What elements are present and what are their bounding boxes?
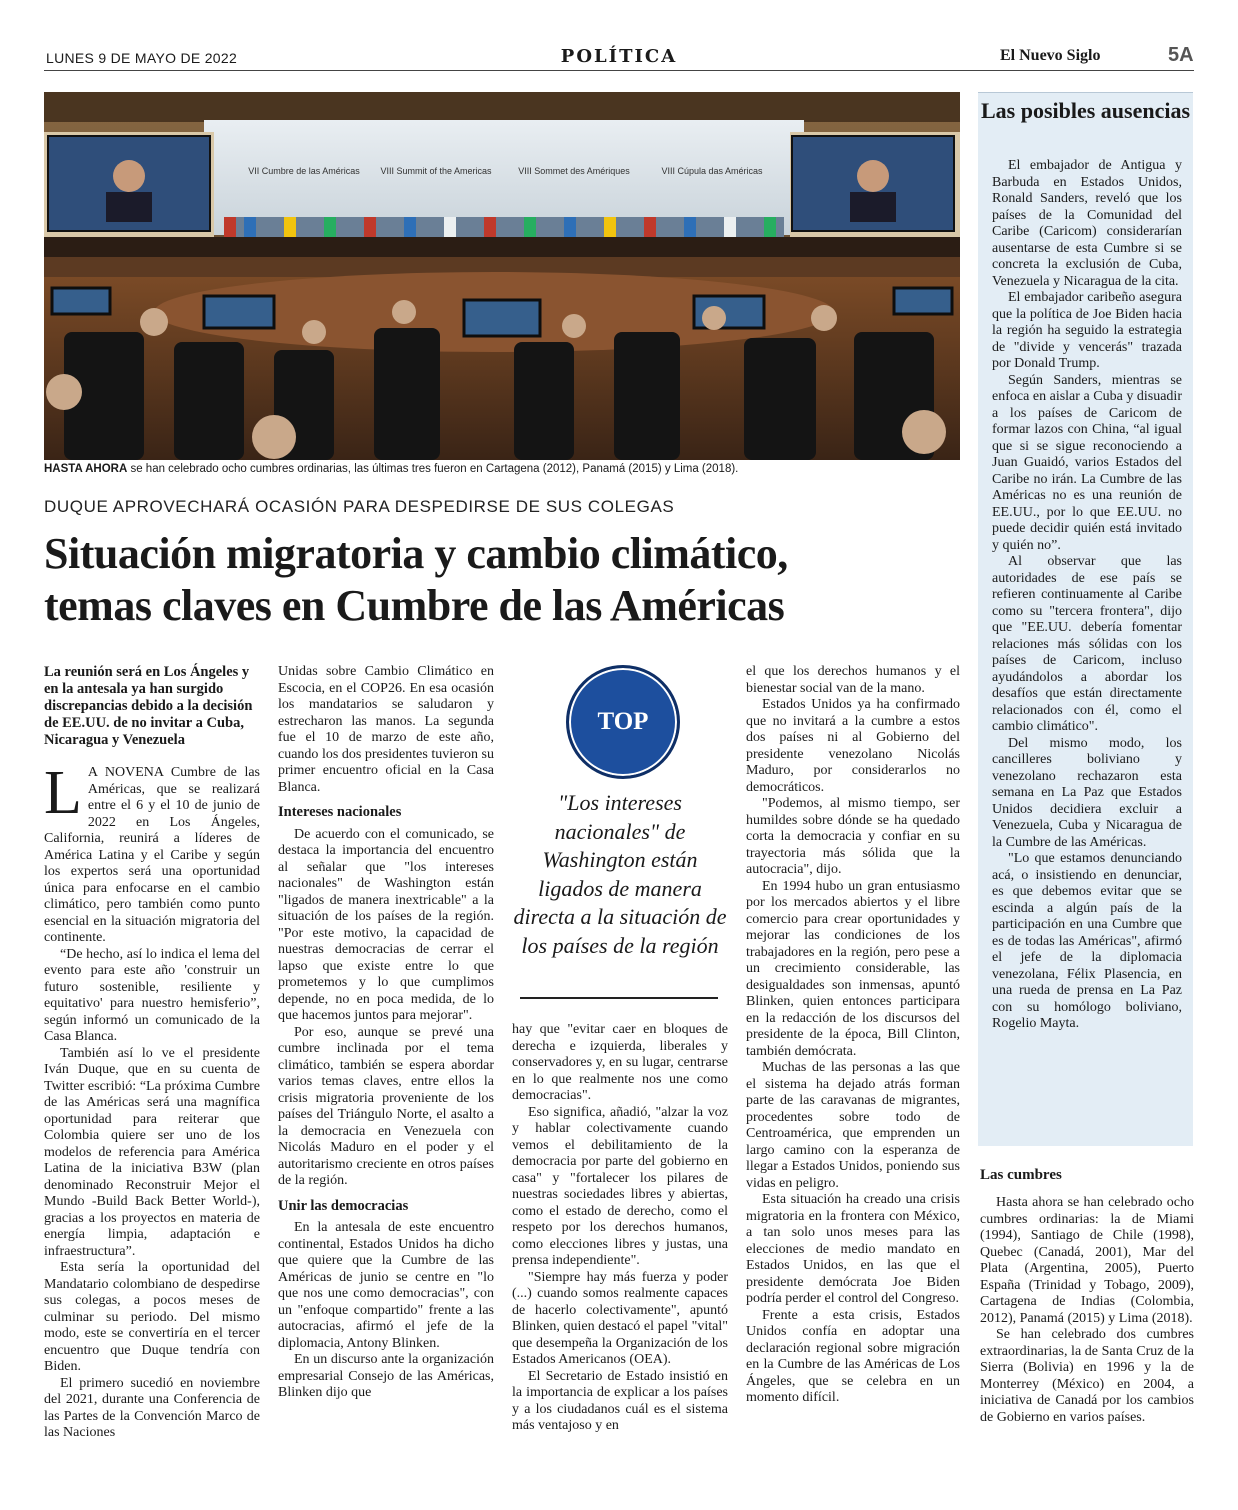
pull-quote: "Los intereses nacionales" de Washington están ligados de manera directa a la situación de los países de la región — [513, 790, 727, 958]
cumbres-body — [980, 1195, 1194, 1426]
body-paragraph: Por eso, aunque se prevé una cumbre inclinada por el tema climático, también se espera abordar varios temas claves, entre ellos la crisis migratoria proveniente de los países del Triángulo Norte, el asalto a la democracia en Venezuela con Nicolás Maduro en el poder y el autoritarismo creciente en otros países de la región. — [278, 1024, 494, 1188]
section-title: POLÍTICA — [560, 46, 678, 67]
summit-photo — [44, 92, 960, 460]
cumbres-paragraph: Hasta ahora se han celebrado ocho cumbres ordinarias: la de Miami (1994), Santiago de Chile (1998), Quebec (Canadá, 2001), Mar del Plata (Argentina, 2005), Puerto España (Trinidad y Tobago, 2009), Cartagena de Indias (Colombia, 2012), Panamá (2015) y Lima (2018). — [980, 1195, 1194, 1326]
body-paragraph: Eso significa, añadió, "alzar la voz y hablar colectivamente cuando vemos el debilitamiento de la democracia por parte del gobierno en casa" y "fortalecer los pilares de nuestras sociedades libres y abiertas, como el estado de derecho, como el respeto por los derechos humanos, como elecciones libres y justas, una prensa independiente". — [512, 1104, 728, 1268]
screen-text-fr: VIII Sommet des Amériques — [518, 166, 630, 176]
body-paragraph: Muchas de las personas a las que el sistema ha dejado atrás forman parte de las caravanas de migrantes, procedentes sobre todo de Centroamérica, que emprenden un largo camino con la esperanza de llegar a Estados Unidos, poniendo sus vidas en peligro. — [746, 1060, 960, 1191]
body-paragraph: Esta sería la oportunidad del Mandatario colombiano de despedirse sus colegas, a pocos meses de culminar su periodo. Del mismo modo, este se convertiría en el tercer encuentro que Duque tendría con Biden. — [44, 1260, 260, 1374]
body-paragraph: En la antesala de este encuentro continental, Estados Unidos ha dicho que quiere que la Cumbre de las Américas de junio se centre en "lo que nos une como democracias", con un "enfoque compartido" frente a las autocracias, afirmó el jefe de la diplomacia, Antony Blinken. — [278, 1220, 494, 1351]
sidebar-paragraph: El embajador caribeño asegura que la política de Joe Biden hacia la región ha seguido la estrategia de "divide y vencerás" trazada por Donald Trump. — [992, 290, 1182, 371]
body-paragraph: Unidas sobre Cambio Climático en Escocia, en el COP26. En esa ocasión los mandatarios se saludaron y estrecharon las manos. La segunda fue el 10 de marzo de este año, cuando los dos presidentes tuvieron su primer encuentro oficial en la Casa Blanca. — [278, 664, 494, 795]
sidebar-paragraph: Según Sanders, mientras se enfoca en aislar a Cuba y disuadir a los países de Caricom de formar lazos con China, “al igual que si se sigue reconociendo a Juan Guaidó, varios Estados del Caribe no irán. La Cumbre de las Américas no es una reunión de EE.UU., por lo que EE.UU. no puede decidir quién está invitado y quién no”. — [992, 372, 1182, 553]
body-paragraph: Esta situación ha creado una crisis migratoria en la frontera con México, a tan solo unos meses para las elecciones de medio mandato en Estados Unidos, en las que el presidente demócrata Joe Biden podría perder el control del Congreso. — [746, 1192, 960, 1306]
screen-text-es: VII Cumbre de las Américas — [248, 166, 360, 176]
body-paragraph: El primero sucedió en noviembre del 2021, durante una Conferencia de las Partes de la Convención Marco de las Naciones — [44, 1375, 260, 1440]
article-column-3 — [512, 1022, 728, 1435]
top-badge-label: TOP — [597, 708, 649, 735]
screen-text-en: VIII Summit of the Americas — [380, 166, 492, 176]
caption-text: se han celebrado ocho cumbres ordinarias, las últimas tres fueron en Cartagena (2012), Panamá (2015) y Lima (2018). — [127, 463, 739, 475]
pull-quote-rule — [520, 997, 718, 999]
body-paragraph: Estados Unidos ya ha confirmado que no invitará a la cumbre a estos dos países ni al Gobierno del presidente venezolano Nicolás Maduro, por considerarlos no democráticos. — [746, 697, 960, 795]
body-paragraph: "Siempre hay más fuerza y poder (...) cuando somos realmente capaces de hacerlo colectivamente", apuntó Blinken, quien destacó el papel "vital" que desempeña la Organización de los Estados Americanos (OEA). — [512, 1269, 728, 1367]
sidebar-body — [992, 158, 1182, 1033]
drop-cap: L — [44, 759, 82, 827]
sidebar-paragraph: Al observar que las autoridades de ese país se refieren continuamente al Caribe como su "tercera frontera", dijo que "EE.UU. debería fomentar relaciones más sólidas con los países de Caricom, incluso ayudándolos a abordar los desafíos que están directamente relacionados con él, como el cambio climático". — [992, 554, 1182, 734]
sidebar-title: Las posibles ausencias — [980, 98, 1191, 123]
headline — [44, 528, 964, 632]
headline-line-1: Situación migratoria y cambio climático, — [44, 529, 788, 578]
article-column-1 — [44, 664, 260, 1442]
sidebar-paragraph: El embajador de Antigua y Barbuda en Estados Unidos, Ronald Sanders, reveló que los países de la Comunidad del Caribe (Caricom) considerarían ausentarse de esta Cumbre si se concreta la exclusión de Cuba, Venezuela y Nicaragua de la cita. — [992, 158, 1182, 289]
sidebar-paragraph: Del mismo modo, los cancilleres boliviano y venezolano rechazaron esta semana en La Paz que Estados Unidos decidiera excluir a Venezuela, Cuba y Nicaragua de la Cumbre de las Américas. — [992, 735, 1182, 850]
body-paragraph: “De hecho, así lo indica el lema del evento para este año 'construir un futuro sostenible, resiliente y equitativo' para nuestro hemisferio”, según informó un comunicado de la Casa Blanca. — [44, 946, 260, 1044]
kicker: DUQUE APROVECHARÁ OCASIÓN PARA DESPEDIRSE DE SUS COLEGAS — [44, 497, 675, 516]
body-paragraph: Frente a esta crisis, Estados Unidos confía en adoptar una declaración regional sobre migración en la Cumbre de las Américas de Los Ángeles, que se celebra en un momento difícil. — [746, 1307, 960, 1405]
cumbres-title: Las cumbres — [980, 1167, 1062, 1183]
photo-caption — [44, 463, 960, 475]
header-rule — [44, 70, 1194, 71]
lead-paragraph: La reunión será en Los Ángeles y en la antesala ya han surgido discrepancias debido a la decisión de EE.UU. de no invitar a Cuba, Nicaragua y Venezuela — [44, 664, 253, 748]
body-paragraph: En 1994 hubo un gran entusiasmo por los mercados abiertos y el libre comercio para crear oportunidades y mejorar las condiciones de los trabajadores en la región, pero pese a un crecimiento considerable, las desigualdades son inmensas, apuntó Blinken, quien entonces participara en la redacción de los discursos del presidente de la época, Bill Clinton, también demócrata. — [746, 878, 960, 1059]
article-column-4 — [746, 664, 960, 1407]
headline-line-2: temas claves en Cumbre de las Américas — [44, 581, 785, 630]
body-paragraph: hay que "evitar caer en bloques de derecha e izquierda, liberales y conservadores y, en su lugar, centrarse en lo que realmente nos une como democracias". — [512, 1022, 728, 1103]
body-paragraph — [44, 759, 260, 947]
issue-date: LUNES 9 DE MAYO DE 2022 — [46, 50, 238, 66]
sidebar-paragraph: "Lo que estamos denunciando acá, o insistiendo en denunciar, es que debemos evitar que se escinda a algún país de la participación en una Cumbre que es de todas las Américas", afirmó el jefe de la diplomacia venezolana, Félix Plasencia, en una rueda de prensa en La Paz con su homólogo boliviano, Rogelio Mayta. — [992, 851, 1182, 1031]
body-paragraph: De acuerdo con el comunicado, se destaca la importancia del encuentro al señalar que "los intereses nacionales" de Washington están "ligados de manera inextricable" a la situación de los países de la región. "Por este motivo, la capacidad de nuestras democracias de cerrar el lapso que existe entre lo que prometemos y lo que cumplimos depende, no en poca medida, de lo que hacemos juntos para mejorar". — [278, 826, 494, 1023]
cumbres-paragraph: Se han celebrado dos cumbres extraordinarias, la de Santa Cruz de la Sierra (Bolivia) en 1996 y la de Monterrey (México) en 2004, a iniciativa de Canadá por los cambios de Gobierno en varios países. — [980, 1327, 1194, 1425]
body-paragraph: En un discurso ante la organización empresarial Consejo de las Américas, Blinken dijo que — [278, 1352, 494, 1400]
article-column-2 — [278, 664, 494, 1402]
body-paragraph: el que los derechos humanos y el bienestar social van de la mano. — [746, 664, 960, 696]
subheading: Intereses nacionales — [278, 804, 402, 820]
body-paragraph: El Secretario de Estado insistió en la importancia de explicar a los países y a los ciudadanos cuál es el sistema más ventajoso y en — [512, 1368, 728, 1433]
body-paragraph: "Podemos, al mismo tiempo, ser humildes sobre dónde se ha quedado corta la democracia y confiar en su trayectoria más sólida que la autocracia", dijo. — [746, 796, 960, 877]
top-badge — [566, 665, 680, 779]
caption-lead: HASTA AHORA — [44, 463, 128, 475]
page-number: 5A — [1168, 44, 1194, 66]
newspaper-name: El Nuevo Siglo — [1000, 47, 1101, 64]
screen-text-pt: VIII Cúpula das Américas — [661, 166, 763, 176]
body-paragraph: También así lo ve el presidente Iván Duque, que en su cuenta de Twitter escribió: “La próxima Cumbre de las Américas será una magnífica oportunidad para reiterar que Colombia quiere ser uno de los modelos de referencia para América Latina de la iniciativa B3W (plan denominado Reconstruir Mejor el Mundo -Build Back Better World-), gracias a los proyectos en materia de energía limpia, adaptación e infraestructura”. — [44, 1045, 260, 1259]
body-text: A NOVENA Cumbre de las Américas, que se realizará entre el 6 y el 10 de junio de 2022 en Los Ángeles, California, reunirá a líderes de América Latina y el Caribe y según los expertos será una oportunidad única para enfocarse en el cambio climático, pero también como punto esencial en la situación migratoria del continente. — [44, 765, 260, 945]
subheading: Unir las democracias — [278, 1197, 409, 1214]
